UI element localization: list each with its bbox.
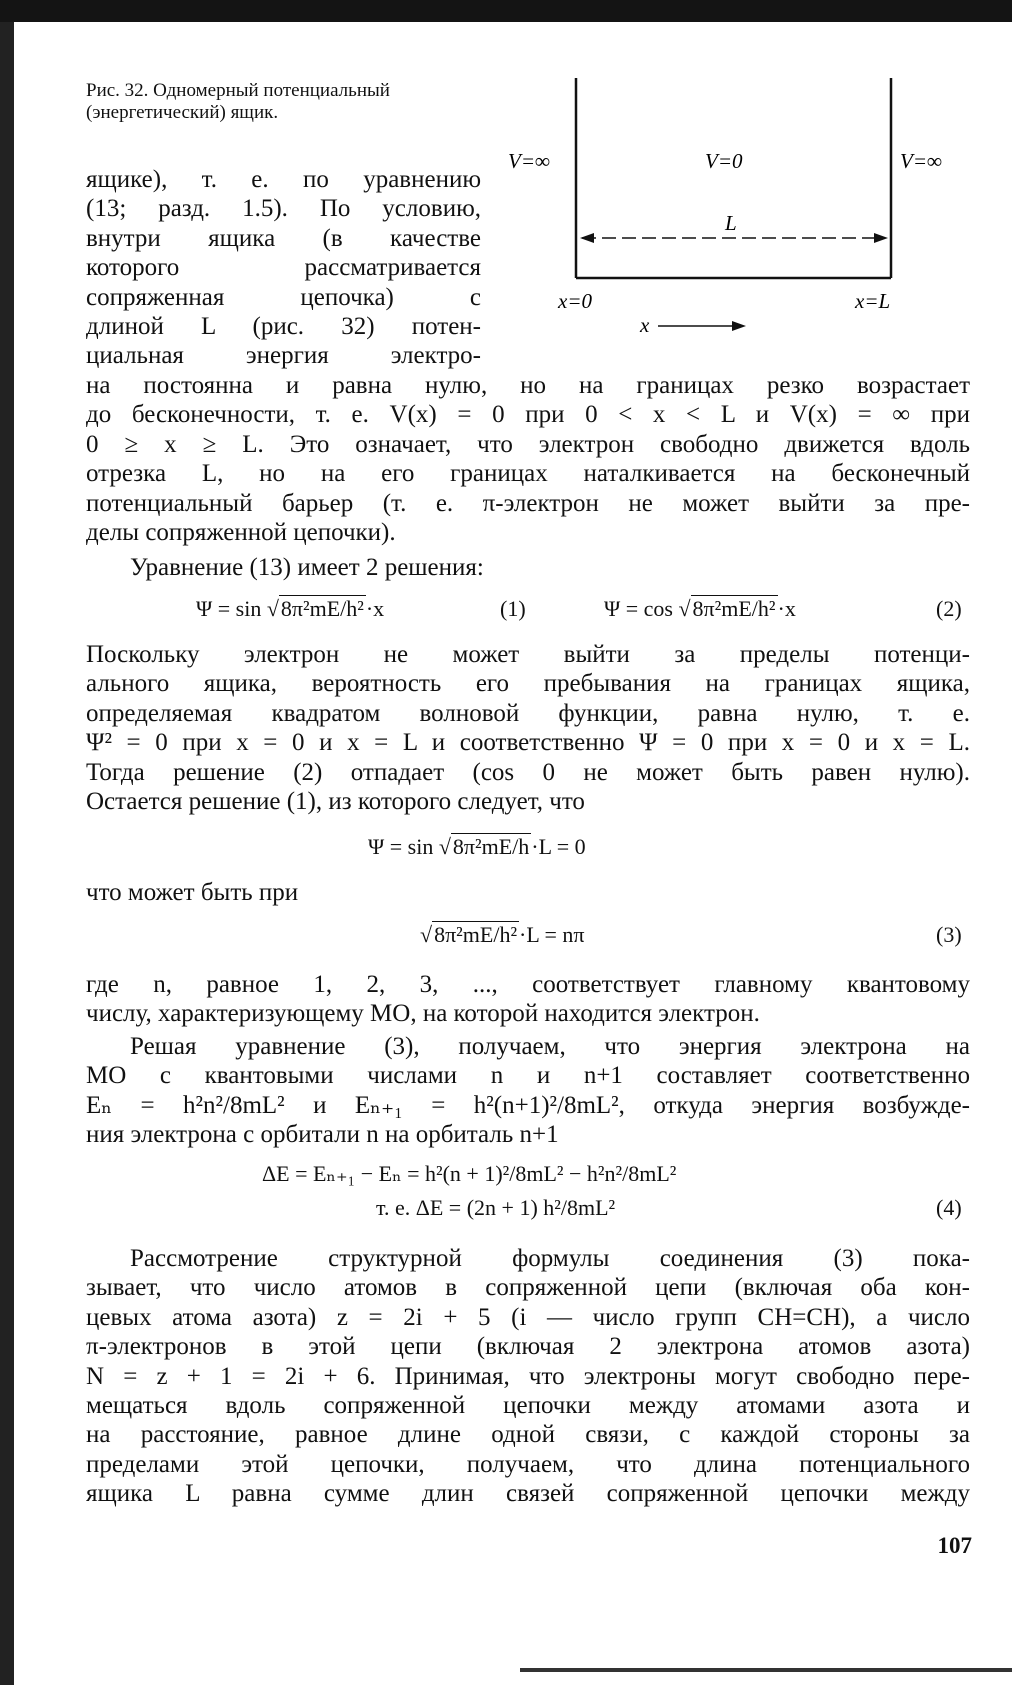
- text-line: ния электрона с орбитали n на орбиталь n+1: [86, 1121, 559, 1149]
- equation-3: [420, 922, 585, 948]
- v-left-label: V=∞: [508, 149, 550, 173]
- paragraph-condition: [86, 878, 586, 907]
- text-line: Поскольку электрон не может выйти за пределы потенци-: [86, 641, 970, 668]
- v-inside-label: V=0: [705, 149, 743, 173]
- v-right-label: V=∞: [900, 149, 942, 173]
- sqrt-sign: √: [678, 596, 691, 621]
- text-line: Уравнение (13) имеет 2 решения:: [130, 554, 484, 581]
- eq-zero-lhs: Ψ = sin: [368, 834, 439, 859]
- text-line: цевых атома азота) z = 2i + 5 (i — число групп CH=CH), а число: [86, 1303, 970, 1331]
- text-line: π-электронов в этой цепи (включая 2 электрона атомов азота): [86, 1333, 970, 1361]
- eq1-lhs: Ψ = sin: [196, 596, 267, 621]
- eq3-rhs: ·L = nπ: [519, 922, 585, 947]
- text-line: отрезка L, но на его границах наталкивается на бесконечный: [86, 460, 970, 488]
- sqrt-sign: √: [266, 596, 279, 621]
- eq2-rhs: ·x: [777, 596, 796, 621]
- text-line: определяемая квадратом волновой функции, равна нулю, т. е.: [86, 699, 970, 727]
- equation-4b: т. е. ΔE = (2n + 1) h²/8mL²: [376, 1195, 616, 1220]
- text-line: что может быть при: [86, 879, 299, 906]
- text-line: N = z + 1 = 2i + 6. Принимая, что электроны могут свободно пере-: [86, 1362, 970, 1390]
- length-label: L: [725, 211, 737, 235]
- text-line: числу, характеризующему МО, на которой находится электрон.: [86, 1000, 760, 1028]
- text-line: Ψ² = 0 при x = 0 и x = L и соответственно Ψ = 0 при x = 0 и x = L.: [86, 729, 970, 757]
- potential-box-figure: [500, 70, 970, 340]
- text-line: потенциальный барьер (т. е. π-электрон не может выйти за пре-: [86, 489, 970, 517]
- x-start-label: x=0: [558, 289, 592, 313]
- text-line: длиной L (рис. 32) потен-: [86, 313, 481, 341]
- text-line: внутри ящика (в качестве: [86, 224, 481, 252]
- scan-left-edge: [0, 22, 14, 1685]
- equation-zero: [368, 834, 586, 860]
- text-line: (13; разд. 1.5). По условию,: [86, 195, 481, 223]
- text-line: ящика L равна сумме длин связей сопряженной цепочки между: [86, 1480, 970, 1508]
- text-line: ального ящика, вероятность его пребывания на границах ящика,: [86, 670, 970, 698]
- text-line: циальная энергия электро-: [86, 342, 481, 370]
- text-line: Тогда решение (2) отпадает (cos 0 не может быть равен нулю).: [86, 758, 970, 786]
- length-arrow-left-head: [580, 233, 594, 243]
- text-line: Решая уравнение (3), получаем, что энергия электрона на: [130, 1033, 970, 1060]
- text-line: ящике), т. е. по уравнению: [86, 166, 481, 193]
- eq1-rhs: ·x: [365, 596, 385, 621]
- paragraph-boundary-conditions: [86, 371, 970, 547]
- text-line: которого рассматривается: [86, 254, 481, 282]
- page-number: 107: [937, 1533, 972, 1558]
- eq2-radicand: 8π²mE/h²: [692, 596, 776, 621]
- x-axis-arrow-head: [732, 321, 746, 331]
- text-line: Eₙ = h²n²/8mL² и Eₙ₊₁ = h²(n+1)²/8mL², откуда энергия возбужде-: [86, 1091, 970, 1119]
- text-line: 0 ≥ x ≥ L. Это означает, что электрон свободно движется вдоль: [86, 430, 970, 458]
- equation-1-number: (1): [500, 596, 526, 621]
- text-line: на расстояние, равное длине одной связи, с каждой стороны за: [86, 1421, 970, 1449]
- equation-4-number: (4): [936, 1195, 962, 1220]
- x-end-label: x=L: [855, 289, 891, 313]
- text-line: пределами этой цепочки, получаем, что длина потенциального: [86, 1450, 970, 1478]
- text-line: сопряженная цепочка) с: [86, 283, 481, 311]
- text-line: на постоянна и равна нулю, но на границах резко возрастает: [86, 372, 970, 399]
- paragraph-two-solutions: [130, 553, 930, 582]
- sqrt-sign: √: [420, 922, 433, 947]
- text-line: зывает, что число атомов в сопряженной цепи (включая оба кон-: [86, 1274, 970, 1302]
- text-line: Рассмотрение структурной формулы соединения (3) пока-: [130, 1245, 970, 1272]
- paragraph-wavefunction: [86, 640, 970, 816]
- equation-4a: ΔE = Eₙ₊₁ − Eₙ = h²(n + 1)²/8mL² − h²n²/8mL²: [262, 1161, 677, 1186]
- text-line: делы сопряженной цепочки).: [86, 519, 396, 547]
- figure-caption: Рис. 32. Одномерный потенциальный (энергетический) ящик.: [86, 80, 390, 123]
- x-axis-label: x: [640, 313, 650, 337]
- paragraph-quantum-number: [86, 970, 970, 1029]
- eq-zero-rhs: ·L = 0: [531, 834, 586, 859]
- eq2-lhs: Ψ = cos: [604, 596, 679, 621]
- sqrt-sign: √: [438, 834, 451, 859]
- text-line: МО с квантовыми числами n и n+1 составляет соответственно: [86, 1062, 970, 1090]
- intro-paragraph: [86, 165, 481, 371]
- equation-2-number: (2): [936, 596, 962, 621]
- paragraph-structure: [86, 1244, 970, 1509]
- scan-top-edge: [0, 0, 1012, 22]
- length-arrow-right-head: [874, 233, 888, 243]
- text-line: Остается решение (1), из которого следует, что: [86, 788, 585, 816]
- paragraph-energy: [86, 1032, 970, 1150]
- scan-bottom-edge: [520, 1668, 1012, 1672]
- eq-zero-radicand: 8π²mE/h: [452, 834, 530, 859]
- equation-1: [196, 596, 384, 622]
- equation-2: [604, 596, 796, 622]
- text-line: до бесконечности, т. е. V(x) = 0 при 0 < x < L и V(x) = ∞ при: [86, 401, 970, 429]
- text-line: мещаться вдоль сопряженной цепочки между атомами азота и: [86, 1392, 970, 1420]
- eq3-radicand: 8π²mE/h²: [434, 922, 518, 947]
- text-line: где n, равное 1, 2, 3, ..., соответствует главному квантовому: [86, 971, 970, 998]
- equation-3-number: (3): [936, 922, 962, 947]
- eq1-radicand: 8π²mE/h²: [280, 596, 364, 621]
